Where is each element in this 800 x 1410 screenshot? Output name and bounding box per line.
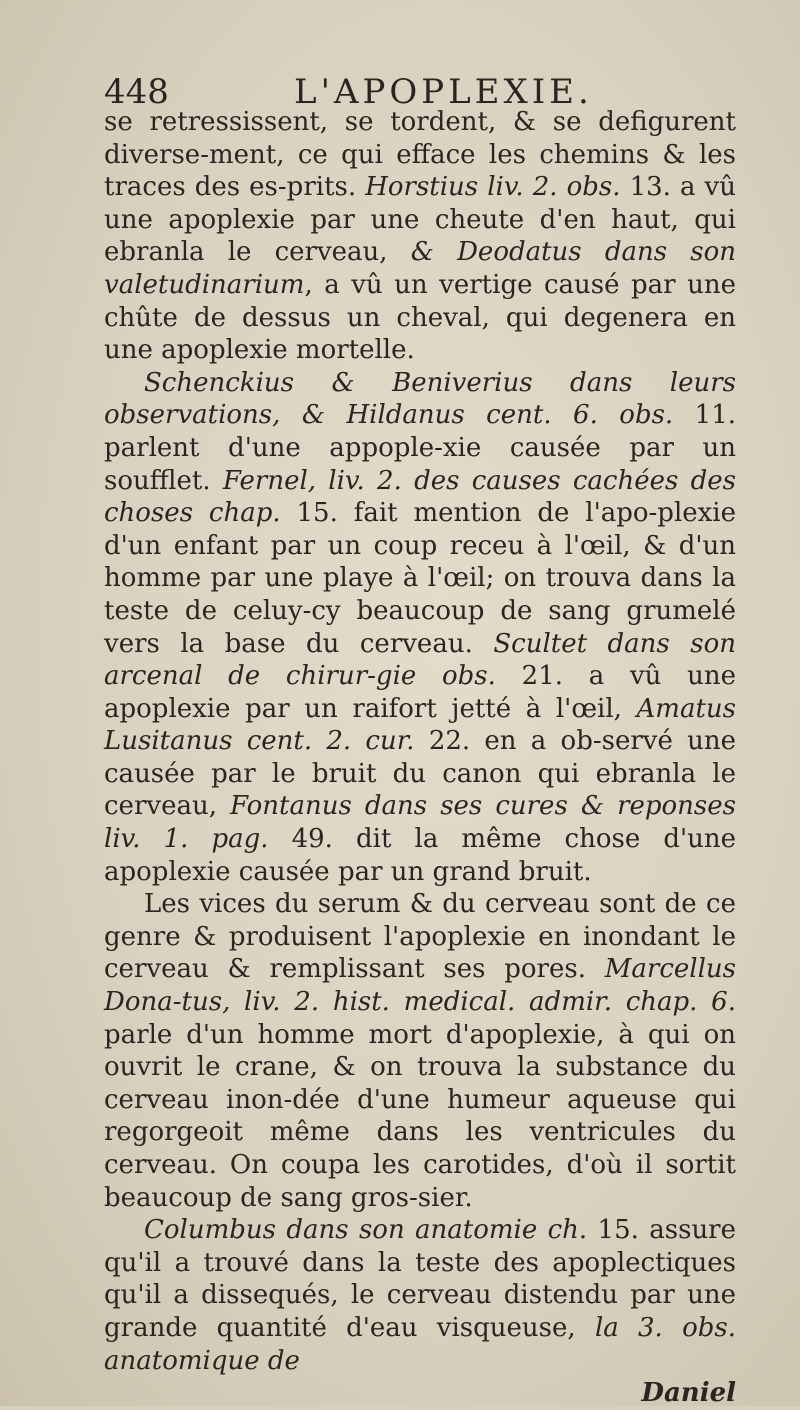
paragraph-1 <box>104 106 736 367</box>
citation: Fontanus dans ses cures & reponses liv. 1. pag. <box>104 791 736 855</box>
citation: Fernel, liv. 2. des causes cachées des choses chap. <box>104 465 736 529</box>
text-run: Les vices du serum & du cerveau sont de ce genre & produisent l'apoplexie en inondant le cerveau & remplissant ses pores. <box>104 889 736 985</box>
paragraph-2 <box>104 367 736 889</box>
paragraph-4 <box>104 1214 736 1377</box>
page-body <box>104 106 736 1410</box>
text-run: 13. a vû une apoplexie par une cheute d'en haut, qui ebranla le cerveau, <box>104 172 736 268</box>
citation: Scultet dans son arcenal de chirur-gie obs. <box>104 628 736 692</box>
text-run: parle d'un homme mort d'apoplexie, à qui on ouvrit le crane, & on trouva la substance du cerveau inon-dée d'une humeur aqueuse qui regorgeoit même dans les ventricules du cerveau. On coupa les carotides, d'où il sortit beaucoup de sang gros-sier. <box>104 1019 736 1213</box>
citation: Columbus dans son anatomie ch. <box>144 1215 588 1246</box>
text-run: se retressissent, se tordent, & se defigurent diverse-ment, ce qui efface les chemins & les traces des es-prits. <box>104 107 736 203</box>
text-run: 49. dit la même chose d'une apoplexie causée par un grand bruit. <box>104 824 736 887</box>
citation: Schenckius & Beniverius dans leurs observations, & Hildanus cent. 6. obs. <box>104 367 736 431</box>
text-run: 15. fait mention de l'apo-plexie d'un enfant par un coup receu à l'œil, & d'un homme par une playe à l'œil; on trouva dans la teste de celuy-cy beaucoup de sang grumelé vers la base du cerveau. <box>104 498 737 659</box>
running-title: L'APOPLEXIE. <box>294 72 593 112</box>
text-run: 22. en a ob-servé une causée par le bruit du canon qui ebranla le cerveau, <box>104 726 736 822</box>
text-run: 21. a vû une apoplexie par un raifort jetté à l'œil, <box>104 661 736 724</box>
text-run: , a vû un vertige causé par une chûte de dessus un cheval, qui degenera en une apoplexie mortelle. <box>104 269 736 366</box>
catchword: Daniel <box>641 1378 736 1409</box>
page-number: 448 <box>104 72 169 112</box>
citation: Horstius liv. 2. obs. <box>365 172 621 203</box>
text-run: 11. parlent d'une appople-xie causée par un soufflet. <box>104 400 736 496</box>
text-run: 15. assure qu'il a trouvé dans la teste des apoplectiques qu'il a dissequés, le cerveau distendu par une grande quantité d'eau visqueuse, <box>104 1215 736 1343</box>
citation: & Deodatus dans son valetudinarium <box>104 237 736 300</box>
citation: Marcellus Dona-tus, liv. 2. hist. medical. admir. chap. 6. <box>104 954 736 1018</box>
paragraph-3 <box>104 888 736 1214</box>
citation: la 3. obs. anatomique de <box>104 1312 736 1376</box>
citation: Amatus Lusitanus cent. 2. cur. <box>104 693 736 757</box>
